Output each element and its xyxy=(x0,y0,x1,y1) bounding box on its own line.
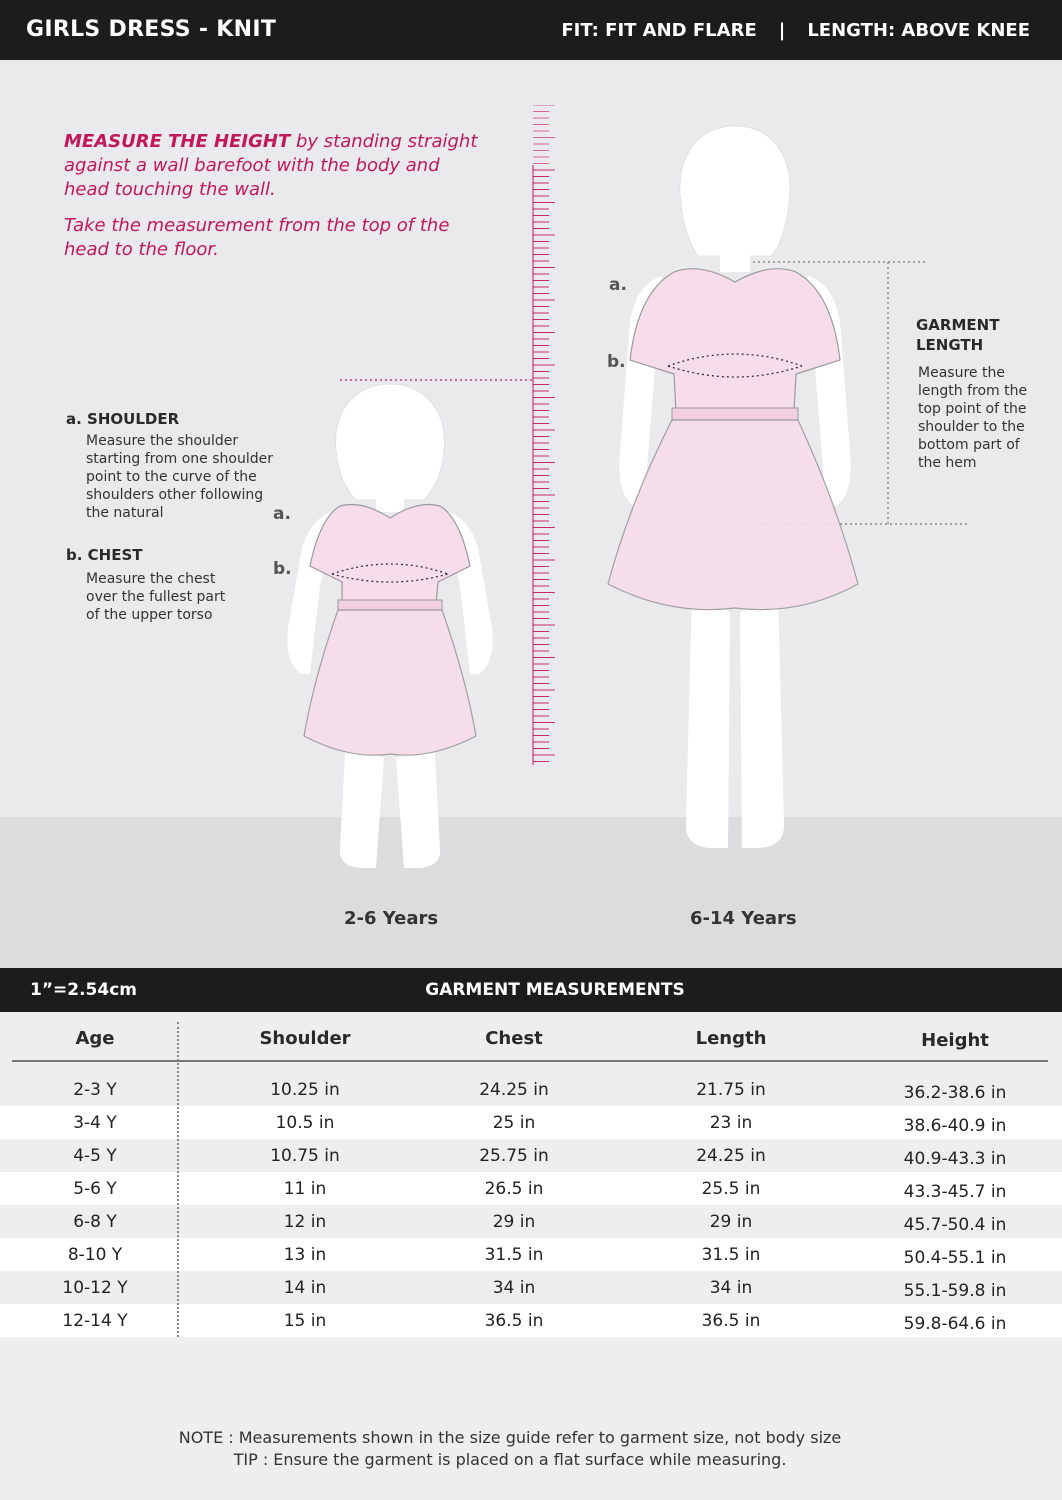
cell-age: 5-6 Y xyxy=(73,1179,117,1199)
cell-length: 29 in xyxy=(709,1212,753,1232)
cell-age: 3-4 Y xyxy=(73,1113,117,1133)
table-title-bar xyxy=(0,968,1062,1012)
conversion-note: 1”=2.54cm xyxy=(30,980,137,1000)
garment-size-note: NOTE : Measurements shown in the size guide refer to garment size, not body size xyxy=(178,1428,842,1447)
cell-age: 2-3 Y xyxy=(73,1080,117,1100)
large-right-leg xyxy=(740,592,784,848)
column-header-age: Age xyxy=(75,1028,115,1049)
small-right-leg xyxy=(396,738,440,868)
cell-age: 8-10 Y xyxy=(67,1245,123,1265)
cell-chest: 31.5 in xyxy=(484,1245,544,1265)
large-neck xyxy=(720,252,750,272)
chest-label: b. CHEST xyxy=(66,546,143,564)
cell-height: 55.1-59.8 in xyxy=(903,1281,1007,1301)
cell-height: 38.6-40.9 in xyxy=(903,1116,1007,1136)
cell-height: 40.9-43.3 in xyxy=(903,1149,1007,1169)
small-age-caption: 2-6 Years xyxy=(344,908,439,929)
column-header-chest: Chest xyxy=(485,1028,543,1049)
cell-chest: 25 in xyxy=(492,1113,536,1133)
cell-shoulder: 10.25 in xyxy=(270,1080,340,1100)
large-waistband xyxy=(672,408,798,420)
cell-shoulder: 10.75 in xyxy=(270,1146,340,1166)
large-child-figure xyxy=(600,122,870,872)
cell-shoulder: 12 in xyxy=(283,1212,327,1232)
cell-chest: 26.5 in xyxy=(484,1179,544,1199)
table-row xyxy=(0,1271,1062,1304)
small-bodice xyxy=(310,505,470,605)
cell-height: 45.7-50.4 in xyxy=(903,1215,1007,1235)
table-header xyxy=(12,1012,1048,1062)
cell-length: 21.75 in xyxy=(696,1080,766,1100)
column-header-height: Height xyxy=(921,1030,989,1051)
page-title: GIRLS DRESS - KNIT xyxy=(26,17,277,42)
cell-length: 23 in xyxy=(709,1113,753,1133)
header-separator: | xyxy=(778,20,786,41)
cell-chest: 34 in xyxy=(492,1278,536,1298)
shoulder-label: a. SHOULDER xyxy=(66,410,180,428)
large-marker-b: b. xyxy=(607,352,626,372)
cell-height: 36.2-38.6 in xyxy=(903,1083,1007,1103)
fit-label: FIT: FIT AND FLARE xyxy=(561,20,757,41)
cell-age: 10-12 Y xyxy=(62,1278,128,1298)
cell-shoulder: 14 in xyxy=(283,1278,327,1298)
small-neck xyxy=(376,496,404,512)
cell-chest: 36.5 in xyxy=(484,1311,544,1331)
cell-chest: 25.75 in xyxy=(479,1146,549,1166)
cell-age: 12-14 Y xyxy=(62,1311,128,1331)
column-header-shoulder: Shoulder xyxy=(259,1028,351,1049)
cell-length: 36.5 in xyxy=(701,1311,761,1331)
footer-notes xyxy=(0,1427,1020,1471)
small-marker-b: b. xyxy=(273,559,292,579)
cell-chest: 24.25 in xyxy=(479,1080,549,1100)
length-label: LENGTH: ABOVE KNEE xyxy=(807,20,1030,41)
garment-length-description: Measure the length from the top point of the shoulder to the bottom part of the hem xyxy=(918,365,1028,471)
table-row xyxy=(0,1238,1062,1271)
small-head-hair xyxy=(335,384,444,500)
column-header-length: Length xyxy=(695,1028,767,1049)
table-row xyxy=(0,1106,1062,1139)
table-row xyxy=(0,1304,1062,1337)
large-marker-a: a. xyxy=(609,275,627,295)
column-divider xyxy=(177,1022,179,1337)
cell-shoulder: 10.5 in xyxy=(275,1113,335,1133)
cell-shoulder: 13 in xyxy=(283,1245,327,1265)
cell-age: 4-5 Y xyxy=(73,1146,117,1166)
cell-shoulder: 11 in xyxy=(283,1179,327,1199)
cell-height: 50.4-55.1 in xyxy=(903,1248,1007,1268)
garment-length-label: GARMENT LENGTH xyxy=(916,316,1000,354)
table-row xyxy=(0,1073,1062,1106)
cell-height: 43.3-45.7 in xyxy=(903,1182,1007,1202)
cell-length: 31.5 in xyxy=(701,1245,761,1265)
height-note: Take the measurement from the top of the head to the floor. xyxy=(64,215,450,260)
height-text: by standing straight against a wall barefoot with the body and head touching the wall. xyxy=(64,131,478,200)
large-age-caption: 6-14 Years xyxy=(690,908,797,929)
height-heading: MEASURE THE HEIGHT xyxy=(64,131,291,152)
large-bodice xyxy=(630,269,840,412)
cell-length: 25.5 in xyxy=(701,1179,761,1199)
cell-shoulder: 15 in xyxy=(283,1311,327,1331)
small-child-figure xyxy=(280,378,500,878)
chest-description: Measure the chest over the fullest part of the upper torso xyxy=(86,571,226,623)
table-row xyxy=(0,1205,1062,1238)
small-skirt xyxy=(304,610,476,755)
large-left-leg xyxy=(686,592,730,848)
shoulder-description: Measure the shoulder starting from one shoulder point to the curve of the shoulders other following the natural xyxy=(86,433,273,521)
cell-length: 34 in xyxy=(709,1278,753,1298)
table-title: GARMENT MEASUREMENTS xyxy=(425,980,685,1000)
small-waistband xyxy=(338,600,442,610)
cell-chest: 29 in xyxy=(492,1212,536,1232)
cell-age: 6-8 Y xyxy=(73,1212,117,1232)
cell-length: 24.25 in xyxy=(696,1146,766,1166)
table-row xyxy=(0,1172,1062,1205)
cell-height: 59.8-64.6 in xyxy=(903,1314,1007,1334)
small-marker-a: a. xyxy=(273,504,291,524)
table-row xyxy=(0,1139,1062,1172)
large-head-hair xyxy=(680,126,790,256)
measurement-table xyxy=(0,1012,1062,1337)
measuring-tip: TIP : Ensure the garment is placed on a flat surface while measuring. xyxy=(233,1450,787,1469)
small-left-leg xyxy=(340,738,384,868)
